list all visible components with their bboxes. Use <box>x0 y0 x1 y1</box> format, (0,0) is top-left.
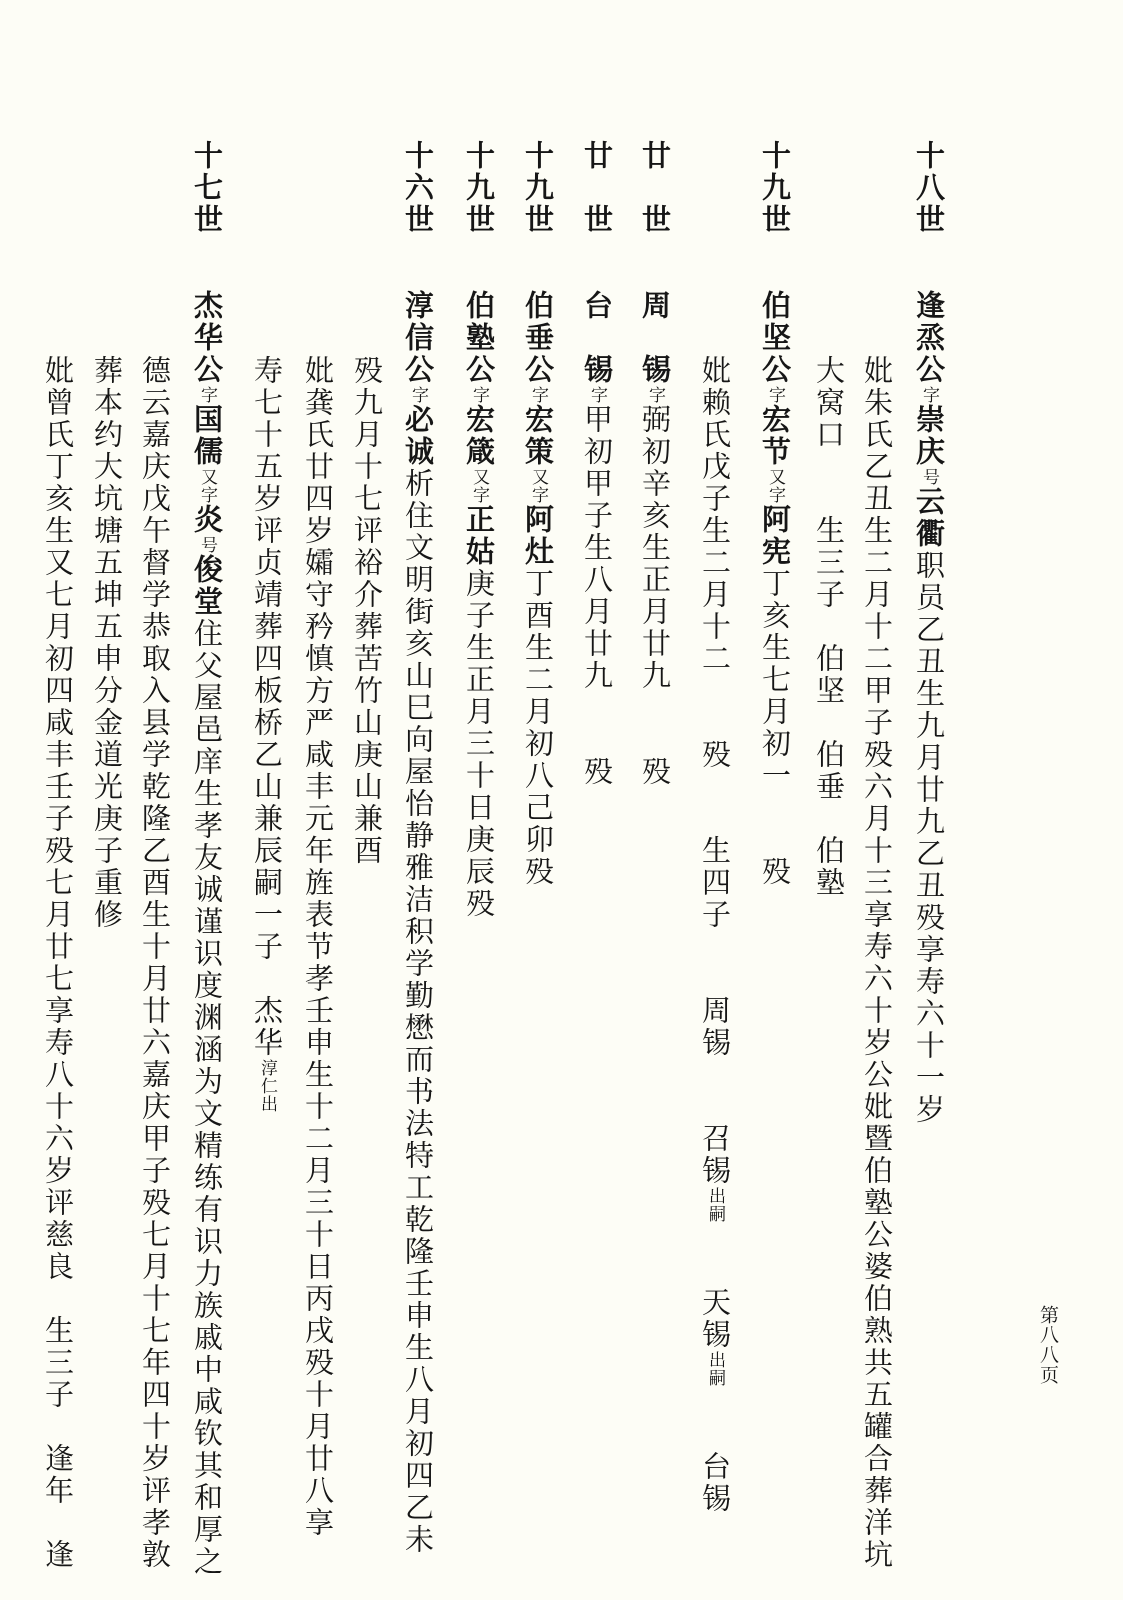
name-text: 阿灶 <box>521 504 555 568</box>
continuation-column <box>303 355 333 1539</box>
annotation-text: 字 <box>408 386 428 404</box>
generation-label: 十九世 <box>462 140 496 236</box>
continuation-column <box>814 355 844 899</box>
page-number: 第八八页 <box>1037 1305 1059 1385</box>
body-text: 妣曾氏丁亥生又七月初四咸丰壬子殁七月廿七享寿八十六岁评慈良 生三子 逢年 逢 <box>41 355 75 1571</box>
annotation-text: 号 <box>919 468 939 486</box>
continuation-column <box>862 355 892 1571</box>
annotation-text: 字 <box>197 386 217 404</box>
entry-column <box>523 140 553 888</box>
annotation-text: 又字 <box>765 468 785 504</box>
annotation-text: 号 <box>197 536 217 554</box>
annotation-text: 字 <box>469 386 489 404</box>
body-text: 丁亥生七月初一 殁 <box>758 568 792 888</box>
body-text: 甲初甲子生八月廿九 殁 <box>580 404 614 788</box>
entry-column <box>760 140 790 888</box>
name-text: 杰华公 <box>190 290 224 386</box>
body-text: 寿七十五岁评贞靖葬四板桥乙山兼辰嗣一子 杰华 <box>250 355 284 1059</box>
annotation-text: 又字 <box>469 468 489 504</box>
name-text: 崇庆 <box>912 404 946 468</box>
continuation-column <box>43 355 73 1571</box>
name-text: 伯坚公 <box>758 290 792 386</box>
annotation-text: 出嗣 <box>705 1187 725 1223</box>
entry-column <box>582 140 612 788</box>
body-text: 殁九月十七评裕介葬苦竹山庚山兼酉 <box>350 355 384 867</box>
body-text: 葬本约大坑塘五坤五申分金道光庚子重修 <box>90 355 124 931</box>
annotation-text: 又字 <box>528 468 548 504</box>
body-text: 丁酉生二月初八己卯殁 <box>521 568 555 888</box>
name-text: 台 锡 <box>580 290 614 386</box>
generation-label: 十九世 <box>521 140 555 236</box>
entry-column <box>640 140 670 788</box>
annotation-text: 淳仁出 <box>257 1059 277 1113</box>
name-text: 宏节 <box>758 404 792 468</box>
name-text: 宏策 <box>521 404 555 468</box>
name-text: 阿宪 <box>758 504 792 568</box>
name-text: 云衢 <box>912 486 946 550</box>
body-text: 庚子生正月三十日庚辰殁 <box>462 568 496 920</box>
entry-column <box>464 140 494 920</box>
name-text: 正姑 <box>462 504 496 568</box>
entry-column <box>403 140 433 1556</box>
annotation-text: 字 <box>587 386 607 404</box>
entry-column <box>914 140 944 1126</box>
name-text: 伯垂公 <box>521 290 555 386</box>
body-text: 大窝口 生三子 伯坚 伯垂 伯塾 <box>812 355 846 899</box>
body-text: 妣朱氏乙丑生二月十二甲子殁六月十三享寿六十岁公妣暨伯塾公婆伯熟共五罐合葬洋坑 <box>860 355 894 1571</box>
body-text: 职员乙丑生九月廿九乙丑殁享寿六十一岁 <box>912 550 946 1126</box>
name-text: 淳信公 <box>401 290 435 386</box>
name-text: 宏箴 <box>462 404 496 468</box>
continuation-column <box>352 355 382 867</box>
name-text: 逢烝公 <box>912 290 946 386</box>
annotation-text: 字 <box>919 386 939 404</box>
entry-column <box>192 140 222 1578</box>
annotation-text: 字 <box>645 386 665 404</box>
generation-label: 十八世 <box>912 140 946 236</box>
body-text: 德云嘉庆戊午督学恭取入县学乾隆乙酉生十月廿六嘉庆甲子殁七月十七年四十岁评孝敦 <box>138 355 172 1571</box>
continuation-column <box>700 355 730 1515</box>
generation-label: 廿 世 <box>580 140 614 236</box>
annotation-text: 又字 <box>197 468 217 504</box>
body-text: 弼初辛亥生正月廿九 殁 <box>638 404 672 788</box>
generation-label: 十七世 <box>190 140 224 236</box>
name-text: 俊堂 <box>190 554 224 618</box>
generation-label: 十六世 <box>401 140 435 236</box>
generation-label: 廿 世 <box>638 140 672 236</box>
annotation-text: 出嗣 <box>705 1351 725 1387</box>
name-text: 国儒 <box>190 404 224 468</box>
annotation-text: 字 <box>765 386 785 404</box>
continuation-column <box>140 355 170 1571</box>
body-text: 天锡 <box>698 1223 732 1351</box>
body-text: 妣赖氏戊子生二月十二 殁 生四子 周锡 召锡 <box>698 355 732 1187</box>
name-text: 伯塾公 <box>462 290 496 386</box>
name-text: 必诚 <box>401 404 435 468</box>
body-text: 台锡 <box>698 1387 732 1515</box>
continuation-column <box>92 355 122 931</box>
generation-label: 十九世 <box>758 140 792 236</box>
name-text: 周 锡 <box>638 290 672 386</box>
body-text: 析住文明街亥山巳向屋怡静雅洁积学勤懋而书法特工乾隆壬申生八月初四乙未 <box>401 468 435 1556</box>
continuation-column <box>252 355 282 1113</box>
annotation-text: 字 <box>528 386 548 404</box>
body-text: 妣龚氏廿四岁孀守矜慎方严咸丰元年旌表节孝壬申生十二月三十日丙戌殁十月廿八享 <box>301 355 335 1539</box>
body-text: 住父屋邑庠生孝友诚谨识度渊涵为文精练有识力族戚中咸钦其和厚之 <box>190 618 224 1578</box>
name-text: 炎 <box>190 504 224 536</box>
